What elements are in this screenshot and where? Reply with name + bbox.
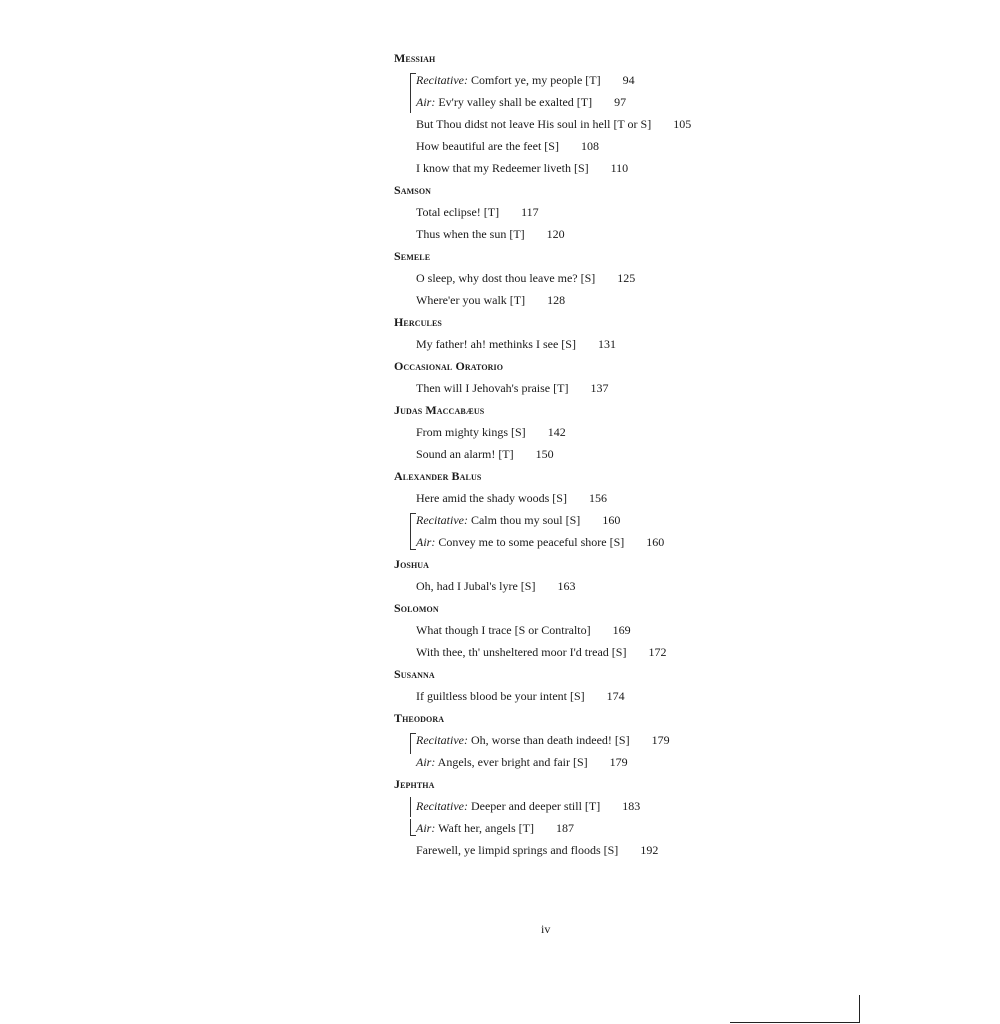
entry-title: Total eclipse! [T]: [416, 205, 500, 219]
contents-entry: [394, 137, 814, 159]
entry-label: [416, 293, 525, 307]
work-title: Joshua: [394, 557, 430, 571]
entry-title: Convey me to some peaceful shore [S]: [435, 535, 625, 549]
entry-label: [416, 799, 600, 813]
contents-entry: [394, 687, 814, 709]
contents-entry: [394, 819, 814, 841]
entry-page-number: 183: [622, 799, 641, 813]
entry-page-number: 192: [640, 843, 659, 857]
entry-label: [416, 227, 525, 241]
work-title: Messiah: [394, 51, 436, 65]
entry-title: Ev'ry valley shall be exalted [T]: [435, 95, 593, 109]
entry-label: [416, 579, 535, 593]
entry-form-label: Air:: [416, 821, 436, 835]
entry-label: [416, 491, 567, 505]
entry-form-label: Recitative:: [416, 73, 468, 87]
entry-label: [416, 689, 585, 703]
contents-entry: [394, 577, 814, 599]
entry-page-number: 156: [588, 491, 607, 505]
work-title: Judas Maccabæus: [394, 403, 485, 417]
contents-entry: [394, 115, 814, 137]
work-title: Theodora: [394, 711, 445, 725]
entry-title: I know that my Redeemer liveth [S]: [416, 161, 589, 175]
contents-entry: [394, 841, 814, 863]
contents-entry: [394, 423, 814, 445]
entry-label: [416, 139, 559, 153]
entry-label: [416, 843, 618, 857]
work-title: Solomon: [394, 601, 439, 615]
work-title: Occasional Oratorio: [394, 359, 504, 373]
entry-page-number: 110: [610, 161, 629, 175]
page-folio: iv: [541, 922, 551, 936]
entry-form-label: Recitative:: [416, 513, 468, 527]
contents-entry: [394, 225, 814, 247]
entry-label: [416, 447, 514, 461]
work-title: Samson: [394, 183, 432, 197]
contents-entry: [394, 621, 814, 643]
entry-title: Deeper and deeper still [T]: [467, 799, 601, 813]
recitative-air-bracket: [410, 533, 416, 550]
entry-page-number: 120: [546, 227, 565, 241]
entry-label: [416, 205, 499, 219]
entry-title: My father! ah! methinks I see [S]: [416, 337, 576, 351]
work-title: Semele: [394, 249, 431, 263]
entry-page-number: 142: [547, 425, 566, 439]
scan-edge-line: [730, 1022, 860, 1023]
contents-entry: [394, 797, 814, 819]
entry-page-number: 179: [609, 755, 628, 769]
recitative-air-bracket: [410, 819, 416, 836]
entry-title: Then will I Jehovah's praise [T]: [416, 381, 569, 395]
entry-title: How beautiful are the feet [S]: [416, 139, 559, 153]
entry-label: [416, 117, 651, 131]
contents-entry: [394, 753, 814, 775]
entry-page-number: 137: [590, 381, 609, 395]
contents-entry: [394, 335, 814, 357]
entry-label: [416, 733, 630, 747]
entry-page-number: 125: [617, 271, 636, 285]
contents-entry: [394, 203, 814, 225]
entry-page-number: 174: [606, 689, 625, 703]
entry-label: [416, 513, 580, 527]
contents-entry: [394, 643, 814, 665]
entry-label: [416, 161, 589, 175]
recitative-air-bracket: [410, 797, 416, 817]
entry-page-number: 163: [557, 579, 576, 593]
entry-label: [416, 821, 534, 835]
entry-page-number: 131: [597, 337, 616, 351]
entry-title: Oh, worse than death indeed! [S]: [467, 733, 630, 747]
entry-title: Farewell, ye limpid springs and floods [S]: [416, 843, 619, 857]
contents-entry: [394, 93, 814, 115]
entry-title: Calm thou my soul [S]: [467, 513, 581, 527]
work-title: Jephtha: [394, 777, 435, 791]
contents-entry: [394, 291, 814, 313]
entry-page-number: 108: [580, 139, 599, 153]
contents-entry: [394, 269, 814, 291]
entry-label: [416, 95, 592, 109]
entry-page-number: 169: [612, 623, 631, 637]
contents-entry: [394, 731, 814, 753]
recitative-air-bracket: [410, 513, 416, 534]
entry-label: [416, 645, 626, 659]
entry-form-label: Air:: [416, 535, 436, 549]
entry-page-number: 94: [622, 73, 635, 87]
entry-label: [416, 73, 601, 87]
contents-entry: [394, 71, 814, 93]
entry-form-label: Recitative:: [416, 799, 468, 813]
contents-entry: [394, 379, 814, 401]
entry-form-label: Air:: [416, 755, 436, 769]
entry-title: If guiltless blood be your intent [S]: [416, 689, 585, 703]
entry-title: Waft her, angels [T]: [435, 821, 534, 835]
entry-page-number: 172: [648, 645, 667, 659]
entry-label: [416, 755, 588, 769]
entry-page-number: 160: [646, 535, 665, 549]
entry-title: Sound an alarm! [T]: [416, 447, 514, 461]
contents-entry: [394, 159, 814, 181]
entry-label: [416, 337, 576, 351]
entry-title: Thus when the sun [T]: [416, 227, 525, 241]
entry-page-number: 105: [673, 117, 692, 131]
entry-label: [416, 271, 595, 285]
entry-label: [416, 425, 526, 439]
recitative-air-bracket: [410, 73, 416, 94]
contents-entry: [394, 533, 814, 555]
entry-page-number: 160: [602, 513, 621, 527]
entry-form-label: Air:: [416, 95, 436, 109]
entry-page-number: 128: [547, 293, 566, 307]
entry-title: Comfort ye, my people [T]: [467, 73, 601, 87]
entry-title: Angels, ever bright and fair [S]: [435, 755, 588, 769]
entry-title: Here amid the shady woods [S]: [416, 491, 567, 505]
table-of-contents: [394, 49, 814, 863]
entry-title: With thee, th' unsheltered moor I'd tread [S]: [416, 645, 627, 659]
recitative-air-bracket: [410, 733, 416, 754]
work-title: Hercules: [394, 315, 442, 329]
entry-title: But Thou didst not leave His soul in hell [T or S]: [416, 117, 652, 131]
entry-label: [416, 623, 591, 637]
scan-edge-line-vertical: [859, 995, 860, 1023]
contents-entry: [394, 489, 814, 511]
entry-title: Oh, had I Jubal's lyre [S]: [416, 579, 536, 593]
recitative-air-bracket: [410, 93, 416, 113]
entry-label: [416, 381, 568, 395]
entry-form-label: Recitative:: [416, 733, 468, 747]
contents-entry: [394, 445, 814, 467]
entry-page-number: 150: [535, 447, 554, 461]
entry-title: Where'er you walk [T]: [416, 293, 526, 307]
work-title: Alexander Balus: [394, 469, 482, 483]
entry-title: From mighty kings [S]: [416, 425, 526, 439]
work-title: Susanna: [394, 667, 435, 681]
entry-page-number: 187: [555, 821, 574, 835]
entry-label: [416, 535, 624, 549]
contents-entry: [394, 511, 814, 533]
entry-title: O sleep, why dost thou leave me? [S]: [416, 271, 596, 285]
entry-page-number: 179: [651, 733, 670, 747]
entry-title: What though I trace [S or Contralto]: [416, 623, 591, 637]
entry-page-number: 97: [614, 95, 627, 109]
entry-page-number: 117: [521, 205, 539, 219]
